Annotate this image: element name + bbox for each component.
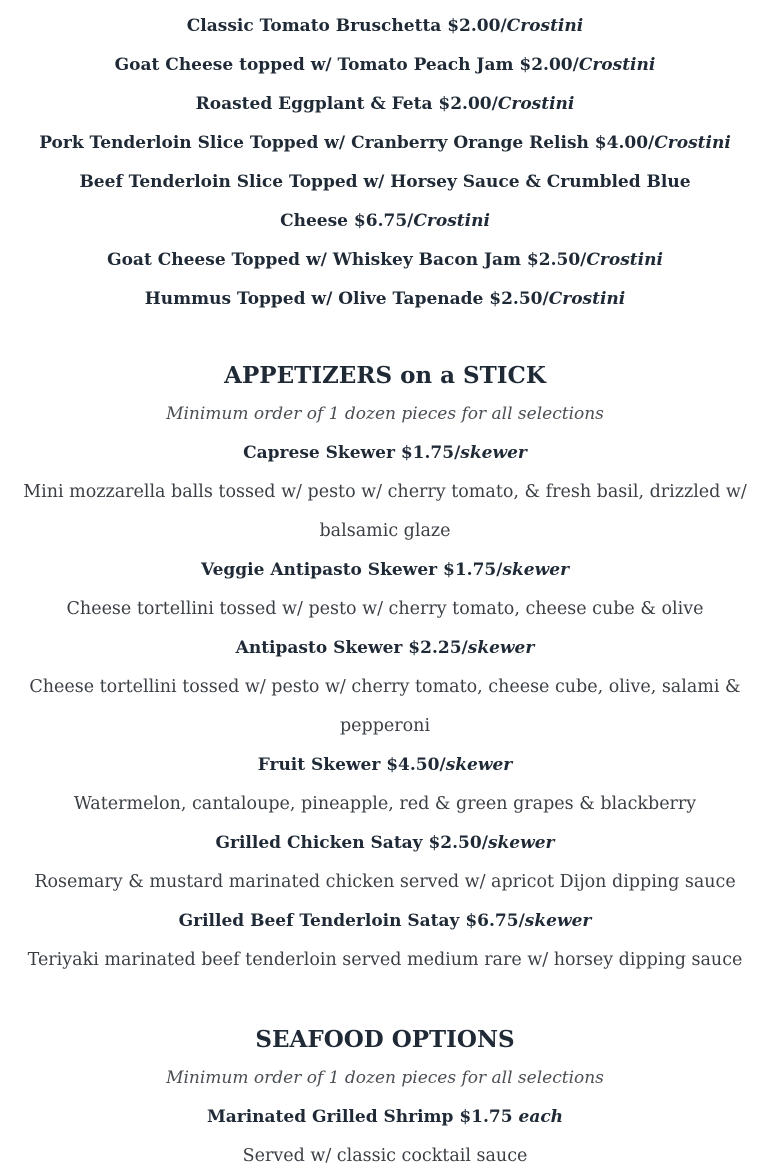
menu-item: Caprese Skewer $1.75/skewer bbox=[243, 443, 527, 463]
section-note: Minimum order of 1 dozen pieces for all selections bbox=[166, 1068, 604, 1088]
seafood-section bbox=[0, 1020, 770, 1176]
menu-item: Marinated Grilled Shrimp $1.75 each bbox=[206, 1107, 564, 1127]
section-note: Minimum order of 1 dozen pieces for all selections bbox=[166, 404, 604, 424]
item-description: Rosemary & mustard marinated chicken served w/ apricot Dijon dipping sauce bbox=[34, 872, 736, 892]
item-description-continued: balsamic glaze bbox=[319, 521, 451, 541]
menu-item: Goat Cheese Topped w/ Whiskey Bacon Jam $2.50/Crostini bbox=[107, 250, 663, 270]
menu-item: Fruit Skewer $4.50/skewer bbox=[257, 755, 513, 775]
section-spacer bbox=[0, 319, 770, 356]
menu-item: Antipasto Skewer $2.25/skewer bbox=[235, 638, 535, 658]
menu-item: Classic Tomato Bruschetta $2.00/Crostini bbox=[186, 16, 584, 36]
section-heading: SEAFOOD OPTIONS bbox=[255, 1026, 515, 1053]
section-spacer bbox=[0, 980, 770, 1020]
menu-item: Veggie Antipasto Skewer $1.75/skewer bbox=[200, 560, 570, 580]
menu-item-continued: Cheese $6.75/Crostini bbox=[280, 211, 490, 231]
item-description: Cheese tortellini tossed w/ pesto w/ cherry tomato, cheese cube & olive bbox=[66, 599, 704, 619]
menu-item: Goat Cheese topped w/ Tomato Peach Jam $2.00/Crostini bbox=[114, 55, 656, 75]
menu-item: Beef Tenderloin Slice Topped w/ Horsey Sauce & Crumbled Blue bbox=[79, 172, 691, 192]
menu-item: Pork Tenderloin Slice Topped w/ Cranberry Orange Relish $4.00/Crostini bbox=[39, 133, 731, 153]
item-description: Cheese tortellini tossed w/ pesto w/ cherry tomato, cheese cube, olive, salami & bbox=[29, 677, 741, 697]
crostini-list bbox=[0, 7, 770, 319]
menu-item: Hummus Topped w/ Olive Tapenade $2.50/Crostini bbox=[144, 289, 626, 309]
item-description: Watermelon, cantaloupe, pineapple, red & green grapes & blackberry bbox=[73, 794, 697, 814]
menu-item: Roasted Eggplant & Feta $2.00/Crostini bbox=[195, 94, 575, 114]
appetizers-section bbox=[0, 356, 770, 980]
menu-item: Grilled Chicken Satay $2.50/skewer bbox=[215, 833, 555, 853]
item-description: Teriyaki marinated beef tenderloin served medium rare w/ horsey dipping sauce bbox=[27, 950, 743, 970]
item-description: Mini mozzarella balls tossed w/ pesto w/ cherry tomato, & fresh basil, drizzled w/ bbox=[23, 482, 747, 502]
item-description-continued: pepperoni bbox=[339, 716, 431, 736]
section-heading: APPETIZERS on a STICK bbox=[224, 362, 546, 389]
item-description: Served w/ classic cocktail sauce bbox=[242, 1146, 528, 1166]
catering-menu bbox=[0, 7, 770, 1176]
menu-item: Grilled Beef Tenderloin Satay $6.75/skewer bbox=[178, 911, 592, 931]
